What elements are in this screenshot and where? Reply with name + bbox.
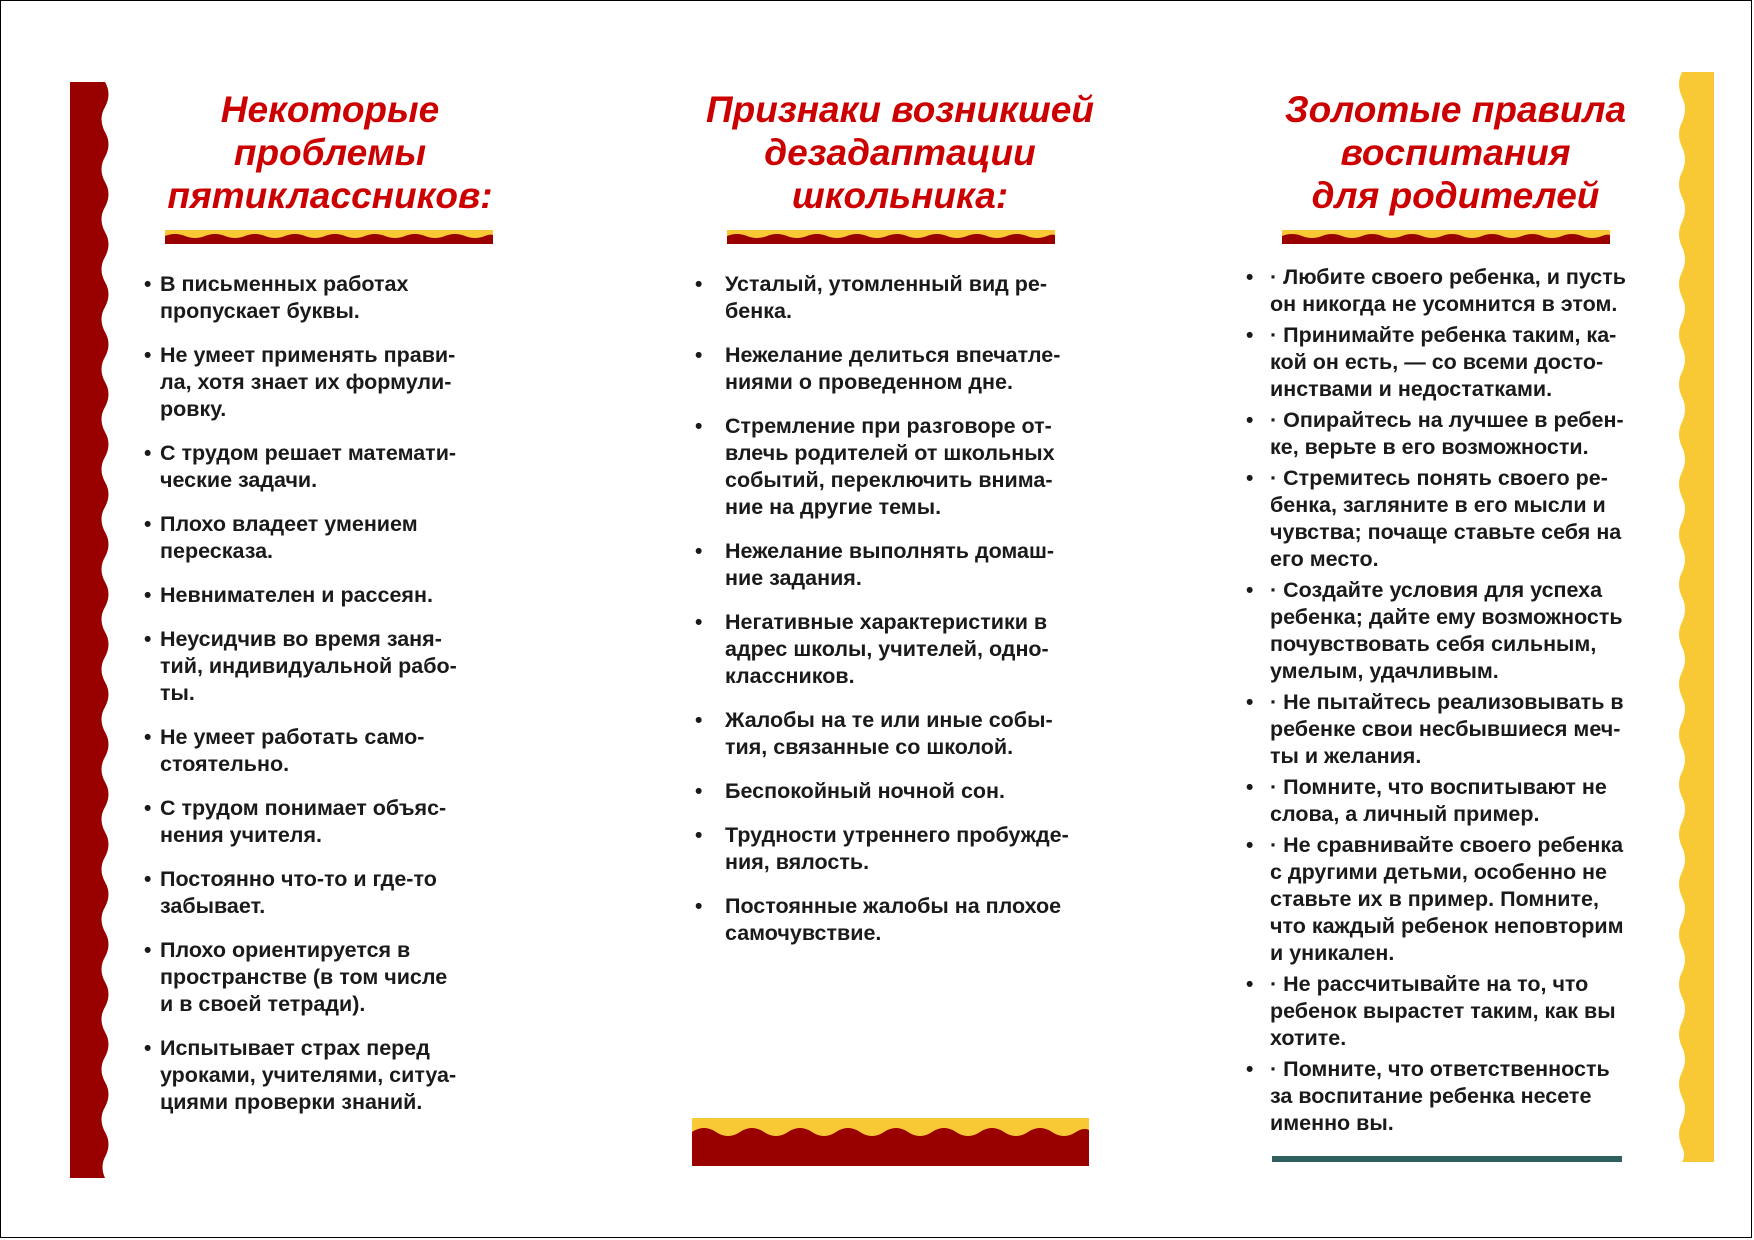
heading-divider-1	[165, 230, 493, 244]
list-item-text: Нежелание делиться впечатле- ниями о проведенном дне.	[725, 343, 1061, 394]
list-item	[144, 626, 520, 707]
list-item-text: Плохо ориентируется в пространстве (в том числе и в своей тетради).	[160, 938, 448, 1016]
list-item	[144, 271, 520, 325]
list-item-text: Постоянные жалобы на плохое самочувствие.	[725, 894, 1062, 945]
heading-divider-3	[1282, 230, 1610, 244]
list-item	[695, 707, 1125, 761]
bullet-icon: •	[1246, 691, 1254, 714]
bullet-icon: •	[144, 273, 152, 296]
bullet-icon: •	[1246, 834, 1254, 857]
bullet-icon: •	[144, 442, 152, 465]
list-item	[695, 538, 1125, 592]
bullet-icon: •	[144, 797, 152, 820]
left-wavy-bar	[70, 82, 112, 1178]
list-item-text: Постоянно что-то и где-то забывает.	[160, 867, 437, 918]
column-heading: Некоторые проблемы пятиклассников:	[167, 89, 493, 216]
bottom-rule	[1272, 1156, 1622, 1162]
list-item	[695, 271, 1125, 325]
bullet-icon: •	[1246, 973, 1254, 996]
list-item	[695, 342, 1125, 396]
bullet-icon: •	[695, 709, 703, 732]
list-item	[144, 937, 520, 1018]
list-item	[695, 822, 1125, 876]
list-item-text: Не умеет работать само- стоятельно.	[160, 725, 425, 776]
heading-divider-2	[727, 230, 1055, 244]
right-wavy-bar	[1676, 72, 1714, 1162]
list-item	[144, 582, 520, 609]
bullet-icon: •	[695, 540, 703, 563]
list-item-text: · Любите своего ребенка, и пусть он никогда не усомнится в этом.	[1270, 265, 1627, 316]
bullet-icon: •	[1246, 776, 1254, 799]
list-item-text: · Стремитесь понять своего ре- бенка, загляните в его мысли и чувства; почаще ставьте себя на его место.	[1270, 466, 1622, 571]
list-item	[144, 440, 520, 494]
list-item	[695, 609, 1125, 690]
list-item-text: Невнимателен и рассеян.	[160, 583, 433, 607]
list-item-text: Плохо владеет умением пересказа.	[160, 512, 418, 563]
bullet-icon: •	[1246, 324, 1254, 347]
signs-list	[695, 271, 1125, 964]
bottom-ornament	[692, 1118, 1089, 1166]
list-item-text: · Не сравнивайте своего ребенка с другими детьми, особенно не ставьте их в пример. Помните, что каждый ребенок неповторим и уникален.	[1270, 833, 1624, 965]
list-item	[695, 778, 1125, 805]
list-item	[144, 866, 520, 920]
bullet-icon: •	[695, 824, 703, 847]
bullet-icon: •	[1246, 579, 1254, 602]
list-item	[1246, 971, 1665, 1052]
column-heading: Признаки возникшей дезадаптации школьника:	[706, 89, 1094, 216]
list-item-text: Беспокойный ночной сон.	[725, 779, 1005, 803]
list-item-text: Трудности утреннего пробужде- ния, вялость.	[725, 823, 1069, 874]
problems-list	[144, 271, 520, 1133]
bullet-icon: •	[695, 895, 703, 918]
list-item	[1246, 1056, 1665, 1137]
bullet-icon: •	[144, 344, 152, 367]
list-item	[1246, 832, 1665, 967]
list-item-text: Не умеет применять прави- ла, хотя знает их формули- ровку.	[160, 343, 456, 421]
bullet-icon: •	[144, 939, 152, 962]
bullet-icon: •	[1246, 409, 1254, 432]
bullet-icon: •	[144, 513, 152, 536]
list-item-text: · Помните, что ответственность за воспитание ребенка несете именно вы.	[1270, 1057, 1610, 1135]
list-item	[144, 795, 520, 849]
list-item-text: В письменных работах пропускает буквы.	[160, 272, 409, 323]
rules-list	[1246, 264, 1665, 1141]
bullet-icon: •	[144, 1037, 152, 1060]
list-item-text: Негативные характеристики в адрес школы, учителей, одно- классников.	[725, 610, 1049, 688]
bullet-icon: •	[1246, 266, 1254, 289]
list-item	[1246, 577, 1665, 685]
list-item	[144, 1035, 520, 1116]
bullet-icon: •	[695, 611, 703, 634]
bullet-icon: •	[144, 628, 152, 651]
column-heading: Золотые правила воспитания для родителей	[1284, 89, 1627, 216]
list-item	[695, 413, 1125, 521]
bullet-icon: •	[695, 780, 703, 803]
list-item	[1246, 264, 1665, 318]
list-item-text: С трудом понимает объяс- нения учителя.	[160, 796, 447, 847]
list-item-text: Усталый, утомленный вид ре- бенка.	[725, 272, 1048, 323]
list-item	[695, 893, 1125, 947]
list-item-text: Испытывает страх перед уроками, учителями, ситуа- циями проверки знаний.	[160, 1036, 457, 1114]
list-item-text: · Опирайтесь на лучшее в ребен- ке, верьте в его возможности.	[1270, 408, 1624, 459]
list-item	[1246, 322, 1665, 403]
list-item	[1246, 465, 1665, 573]
list-item-text: Стремление при разговоре от- влечь родителей от школьных событий, переключить внима- ние на другие темы.	[725, 414, 1055, 519]
bullet-icon: •	[1246, 1058, 1254, 1081]
bullet-icon: •	[144, 868, 152, 891]
list-item	[1246, 689, 1665, 770]
list-item	[144, 511, 520, 565]
list-item	[1246, 407, 1665, 461]
bullet-icon: •	[695, 415, 703, 438]
list-item-text: Неусидчив во время заня- тий, индивидуальной рабо- ты.	[160, 627, 457, 705]
bullet-icon: •	[695, 344, 703, 367]
list-item-text: · Не рассчитывайте на то, что ребенок вырастет таким, как вы хотите.	[1270, 972, 1616, 1050]
list-item-text: · Не пытайтесь реализовывать в ребенке свои несбывшиеся меч- ты и желания.	[1270, 690, 1624, 768]
list-item	[144, 342, 520, 423]
list-item-text: · Принимайте ребенка таким, ка- кой он есть, — со всеми досто- инствами и недостатками.	[1270, 323, 1617, 401]
list-item-text: Нежелание выполнять домаш- ние задания.	[725, 539, 1055, 590]
list-item-text: С трудом решает математи- ческие задачи.	[160, 441, 457, 492]
list-item	[144, 724, 520, 778]
bullet-icon: •	[695, 273, 703, 296]
list-item-text: · Помните, что воспитывают не слова, а личный пример.	[1270, 775, 1607, 826]
bullet-icon: •	[144, 584, 152, 607]
bullet-icon: •	[1246, 467, 1254, 490]
list-item-text: Жалобы на те или иные собы- тия, связанные со школой.	[725, 708, 1053, 759]
list-item	[1246, 774, 1665, 828]
bullet-icon: •	[144, 726, 152, 749]
list-item-text: · Создайте условия для успеха ребенка; дайте ему возможность почувствовать себя сильным, умелым, удачливым.	[1270, 578, 1623, 683]
